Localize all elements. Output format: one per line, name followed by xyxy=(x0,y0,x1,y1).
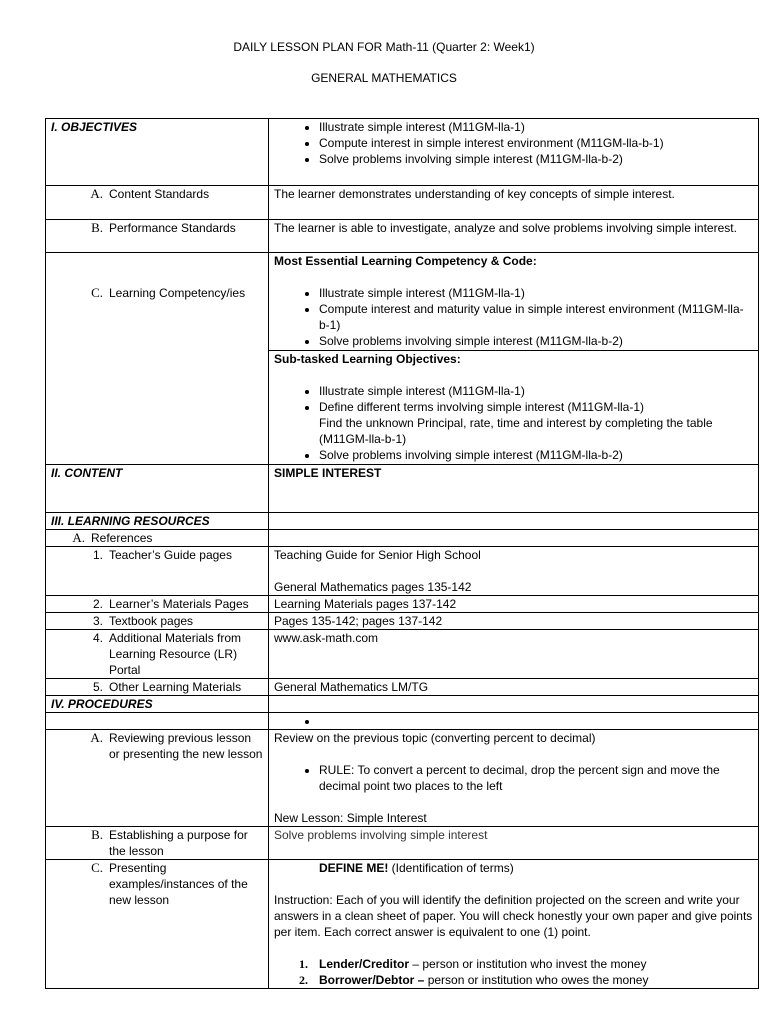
content-cell xyxy=(269,465,759,513)
list-letter: A. xyxy=(90,186,103,201)
performance-standards-label-cell xyxy=(46,220,269,253)
resource-label: Other Learning Materials xyxy=(109,680,242,694)
review-text: Review on the previous topic (converting percent to decimal) xyxy=(274,731,596,745)
term-definition: – person or institution who invest the money xyxy=(409,957,647,971)
resource-label: Learner’s Materials Pages xyxy=(109,597,249,611)
melc-item: • Solve problems involving simple interest (M11GM-lla-b-2) xyxy=(319,333,753,349)
resource-label-cell xyxy=(46,630,269,679)
objectives-cell xyxy=(269,119,759,186)
list-number: 1. xyxy=(92,548,103,562)
empty-cell xyxy=(46,713,269,730)
term-name: Lender/Creditor xyxy=(319,957,410,971)
melc-list xyxy=(274,285,753,349)
document-subtitle: GENERAL MATHEMATICS xyxy=(311,71,457,85)
objectives-label-cell xyxy=(46,119,269,186)
procedure-c-label: Presenting examples/instances of the new lesson xyxy=(109,861,248,907)
sub-objective-item: • Solve problems involving simple interest (M11GM-lla-b-2) xyxy=(319,447,753,463)
sub-objectives-cell xyxy=(269,351,759,465)
resources-label-cell xyxy=(46,513,269,530)
content-text: SIMPLE INTEREST xyxy=(274,466,382,480)
resource-value: General Mathematics LM/TG xyxy=(269,679,759,696)
resource-value: General Mathematics pages 135-142 xyxy=(274,580,472,594)
references-label: References xyxy=(91,531,153,545)
sub-objectives-list xyxy=(274,383,753,463)
terms-list xyxy=(274,956,753,988)
procedures-label: IV. PROCEDURES xyxy=(51,697,153,711)
list-letter: B. xyxy=(91,220,103,235)
sub-objectives-heading: Sub-tasked Learning Objectives: xyxy=(274,352,461,366)
rule-text: • RULE: To convert a percent to decimal, drop the percent sign and move the decimal point two places to the left xyxy=(319,762,753,794)
term-number: 2. xyxy=(299,973,308,987)
term-definition: person or institution who owes the money xyxy=(424,973,649,987)
resource-label: Teacher’s Guide pages xyxy=(109,548,232,562)
resource-label-cell xyxy=(46,547,269,596)
list-number: 3. xyxy=(92,614,103,628)
instruction-text: Instruction: Each of you will identify the definition projected on the screen and write your answers in a clean sheet of paper. You will check honestly your own paper and give points per item. Each correct answer is equivalent to one (1) point. xyxy=(274,893,753,939)
performance-standards-text: The learner is able to investigate, analyze and solve problems involving simple interest. xyxy=(269,220,759,253)
content-label-cell xyxy=(46,465,269,513)
term-item xyxy=(299,972,753,988)
resource-label-cell xyxy=(46,679,269,696)
define-heading: DEFINE ME! xyxy=(319,861,389,875)
resource-label-cell xyxy=(46,596,269,613)
performance-standards-label: Performance Standards xyxy=(109,221,236,235)
resource-value: Pages 135-142; pages 137-142 xyxy=(269,613,759,630)
procedures-label-cell xyxy=(46,696,269,713)
lesson-plan-table xyxy=(45,118,759,989)
objectives-label: I. OBJECTIVES xyxy=(51,120,138,134)
resource-label: Additional Materials from Learning Resource (LR) Portal xyxy=(109,631,242,677)
empty-cell xyxy=(269,696,759,713)
objectives-list xyxy=(274,119,753,167)
content-label: II. CONTENT xyxy=(51,466,123,480)
objective-item: • Solve problems involving simple interest (M11GM-lla-b-2) xyxy=(319,151,753,167)
resource-value: Teaching Guide for Senior High School xyxy=(274,548,481,562)
procedure-b-text: Solve problems involving simple interest xyxy=(269,827,759,860)
empty-cell xyxy=(269,530,759,547)
objective-item: • Compute interest in simple interest environment (M11GM-lla-b-1) xyxy=(319,135,753,151)
empty-bullet-cell xyxy=(269,713,759,730)
content-standards-label: Content Standards xyxy=(109,187,210,201)
list-letter: C. xyxy=(91,285,103,300)
content-standards-text: The learner demonstrates understanding of key concepts of simple interest. xyxy=(269,186,759,220)
references-label-cell xyxy=(46,530,269,547)
define-line xyxy=(274,860,753,876)
procedure-b-label: Establishing a purpose for the lesson xyxy=(109,828,248,858)
procedure-c-cell xyxy=(269,860,759,989)
melc-item: • Compute interest and maturity value in simple interest environment (M11GM-lla-b-1) xyxy=(319,301,753,333)
resource-label-cell xyxy=(46,613,269,630)
procedure-b-label-cell xyxy=(46,827,269,860)
new-lesson-text: New Lesson: Simple Interest xyxy=(274,811,427,825)
sub-objective-item: • Define different terms involving simple interest (M11GM-lla-1) Find the unknown Principal, rate, time and interest by completing the table (M11GM-lla-b-1) xyxy=(319,399,753,447)
empty-cell xyxy=(269,513,759,530)
empty-bullet xyxy=(319,713,753,729)
resource-label: Textbook pages xyxy=(109,614,194,628)
resource-value: Learning Materials pages 137-142 xyxy=(269,596,759,613)
content-standards-label-cell xyxy=(46,186,269,220)
list-letter: C. xyxy=(91,860,103,875)
competency-label: Learning Competency/ies xyxy=(109,286,246,300)
term-number: 1. xyxy=(299,957,308,971)
competency-label-cell xyxy=(46,253,269,465)
melc-item: • Illustrate simple interest (M11GM-lla-1) xyxy=(319,285,753,301)
list-number: 5. xyxy=(92,680,103,694)
list-letter: A. xyxy=(72,530,85,545)
procedure-c-label-cell xyxy=(46,860,269,989)
resources-label: III. LEARNING RESOURCES xyxy=(51,514,210,528)
term-item xyxy=(299,956,753,972)
term-name: Borrower/Debtor – xyxy=(319,973,425,987)
objective-item: • Illustrate simple interest (M11GM-lla-1) xyxy=(319,119,753,135)
list-letter: A. xyxy=(90,730,103,745)
resource-value-cell xyxy=(269,547,759,596)
resource-value: www.ask-math.com xyxy=(269,630,759,679)
list-number: 2. xyxy=(92,597,103,611)
sub-objective-item: • Illustrate simple interest (M11GM-lla-1) xyxy=(319,383,753,399)
define-note: (Identification of terms) xyxy=(388,861,514,875)
procedure-a-cell xyxy=(269,730,759,827)
melc-heading: Most Essential Learning Competency & Code: xyxy=(274,254,537,268)
melc-cell xyxy=(269,253,759,351)
procedure-a-label: Reviewing previous lesson or presenting the new lesson xyxy=(109,731,263,761)
document-title: DAILY LESSON PLAN FOR Math-11 (Quarter 2: Week1) xyxy=(233,40,535,54)
list-number: 4. xyxy=(92,631,103,645)
list-letter: B. xyxy=(91,827,103,842)
procedure-a-label-cell xyxy=(46,730,269,827)
